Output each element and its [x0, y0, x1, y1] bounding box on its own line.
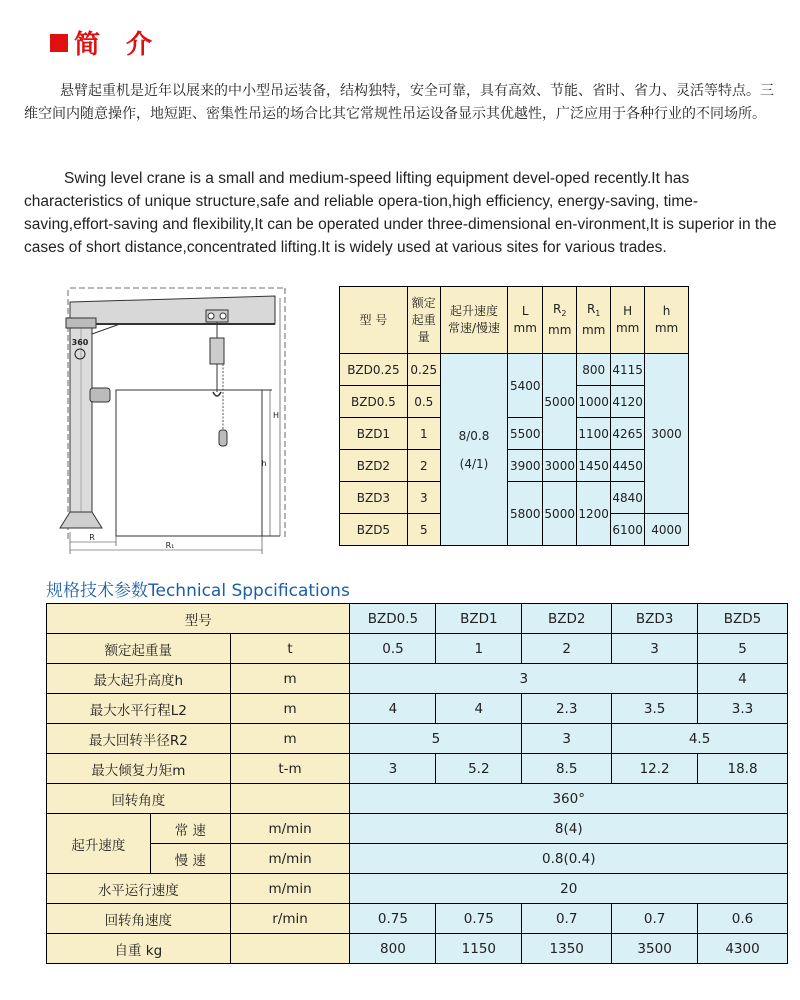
intro-zh: 悬臂起重机是近年以展来的中小型吊运装备，结构独特，安全可靠，具有高效、节能、省时、省力、灵活等特点。三维空间内随意操作，地短距、密集性吊运的场合比其它常规性吊运设备显示其优越性，广泛应用于各种行业的不同场所。 [24, 83, 774, 122]
label-R: R [89, 533, 95, 542]
row-unit: t-m [230, 754, 350, 784]
model-cell: BZD5 [340, 514, 408, 546]
R1-cell: 1200 [577, 482, 611, 546]
row-sublabel: 常 速 [150, 814, 230, 844]
value-cell: 3 [522, 724, 612, 754]
crane-diagram [40, 284, 290, 560]
value-cell: 0.7 [612, 904, 698, 934]
load-cell: 5 [407, 514, 440, 546]
header-speed: 起升速度 常速/慢速 [440, 287, 508, 354]
value-cell: 2 [522, 634, 612, 664]
value-cell: 5 [698, 634, 788, 664]
section-title [50, 24, 152, 61]
model-header: BZD3 [612, 604, 698, 634]
load-cell: 2 [407, 450, 440, 482]
row-label: 自重 kg [47, 934, 231, 964]
model-header: BZD5 [698, 604, 788, 634]
row-label: 回转角速度 [47, 904, 231, 934]
value-cell: 4 [436, 694, 522, 724]
specs-table [46, 603, 788, 964]
R2-cell: 5000 [543, 482, 577, 546]
value-cell: 20 [350, 874, 788, 904]
load-cell: 0.25 [407, 354, 440, 386]
H-cell: 4450 [611, 450, 645, 482]
value-cell: 12.2 [612, 754, 698, 784]
row-label: 起升速度 [47, 814, 151, 874]
value-cell: 0.8(0.4) [350, 844, 788, 874]
value-cell: 3 [612, 634, 698, 664]
value-cell: 3 [350, 754, 436, 784]
value-cell: 4300 [698, 934, 788, 964]
row-label: 最大水平行程L2 [47, 694, 231, 724]
label-h: h [261, 459, 267, 468]
title-char-2: 介 [126, 30, 153, 60]
value-cell: 0.7 [522, 904, 612, 934]
row-unit: m/min [230, 874, 350, 904]
model-header: BZD0.5 [350, 604, 436, 634]
h-cell: 3000 [645, 354, 689, 514]
row-label: 额定起重量 [47, 634, 231, 664]
value-cell: 0.75 [436, 904, 522, 934]
H-cell: 6100 [611, 514, 645, 546]
L-cell: 5800 [508, 482, 543, 546]
value-cell: 5.2 [436, 754, 522, 784]
value-cell: 0.5 [350, 634, 436, 664]
row-unit: m [230, 724, 350, 754]
model-label: 型号 [47, 604, 350, 634]
row-unit: t [230, 634, 350, 664]
model-header: BZD2 [522, 604, 612, 634]
R1-cell: 1450 [577, 450, 611, 482]
value-cell: 5 [350, 724, 522, 754]
title-char-1: 简 [74, 30, 101, 60]
model-cell: BZD0.5 [340, 386, 408, 418]
value-cell: 0.6 [698, 904, 788, 934]
header-h: h mm [645, 287, 689, 354]
L-cell: 3900 [508, 450, 543, 482]
header-rated: 额定 起重量 [407, 287, 440, 354]
header-R2: $R_2$ mm [543, 287, 577, 354]
row-unit: m/min [230, 844, 350, 874]
value-cell: 1350 [522, 934, 612, 964]
row-unit [230, 934, 350, 964]
dimension-table [339, 286, 689, 546]
row-label: 最大起升高度h [47, 664, 231, 694]
row-unit: m [230, 664, 350, 694]
row-unit [230, 784, 350, 814]
H-cell: 4265 [611, 418, 645, 450]
label-H: H [272, 411, 280, 420]
value-cell: 1150 [436, 934, 522, 964]
row-label: 回转角度 [47, 784, 231, 814]
specs-title: 规格技术参数Technical Sppcifications [46, 581, 350, 601]
load-cell: 3 [407, 482, 440, 514]
value-cell: 8.5 [522, 754, 612, 784]
value-cell: 8(4) [350, 814, 788, 844]
load-cell: 0.5 [407, 386, 440, 418]
value-cell: 800 [350, 934, 436, 964]
value-cell: 4 [350, 694, 436, 724]
value-cell: 4 [698, 664, 788, 694]
header-H: H mm [611, 287, 645, 354]
L-cell: 5400 [508, 354, 543, 418]
h-cell: 4000 [645, 514, 689, 546]
R2-cell: 5000 [543, 354, 577, 450]
value-cell: 3 [350, 664, 698, 694]
value-cell: 0.75 [350, 904, 436, 934]
label-R1: R₁ [165, 541, 175, 550]
model-cell: BZD3 [340, 482, 408, 514]
red-square-icon [50, 34, 68, 52]
model-cell: BZD1 [340, 418, 408, 450]
H-cell: 4840 [611, 482, 645, 514]
H-cell: 4120 [611, 386, 645, 418]
row-unit: m [230, 694, 350, 724]
model-cell: BZD2 [340, 450, 408, 482]
value-cell: 18.8 [698, 754, 788, 784]
value-cell: 3.3 [698, 694, 788, 724]
R2-cell: 3000 [543, 450, 577, 482]
header-L: L mm [508, 287, 543, 354]
intro-en: Swing level crane is a small and medium-speed lifting equipment devel-oped recently.It has characteristics of unique structure,safe and reliable opera-tion,high efficiency, energy-saving, time-saving,effort-saving and flexibility,It can be operated under three-dimensional en-vironment,It is superior in the cases of short distance,concentrated lifting.It is widely used at various sites for various trades. [24, 169, 777, 256]
row-unit: r/min [230, 904, 350, 934]
value-cell: 2.3 [522, 694, 612, 724]
row-label: 最大回转半径R2 [47, 724, 231, 754]
model-header: BZD1 [436, 604, 522, 634]
value-cell: 3500 [612, 934, 698, 964]
value-cell: 4.5 [612, 724, 788, 754]
H-cell: 4115 [611, 354, 645, 386]
R1-cell: 800 [577, 354, 611, 386]
value-cell: 360° [350, 784, 788, 814]
L-cell: 5500 [508, 418, 543, 450]
load-cell: 1 [407, 418, 440, 450]
speed-cell: 8/0.8 (4/1) [440, 354, 508, 546]
row-unit: m/min [230, 814, 350, 844]
R1-cell: 1100 [577, 418, 611, 450]
row-label: 水平运行速度 [47, 874, 231, 904]
value-cell: 1 [436, 634, 522, 664]
header-model: 型 号 [340, 287, 408, 354]
value-cell: 3.5 [612, 694, 698, 724]
model-cell: BZD0.25 [340, 354, 408, 386]
R1-cell: 1000 [577, 386, 611, 418]
row-label: 最大倾复力矩m [47, 754, 231, 784]
label-360: 360 [71, 338, 89, 347]
row-sublabel: 慢 速 [150, 844, 230, 874]
header-R1: $R_1$ mm [577, 287, 611, 354]
